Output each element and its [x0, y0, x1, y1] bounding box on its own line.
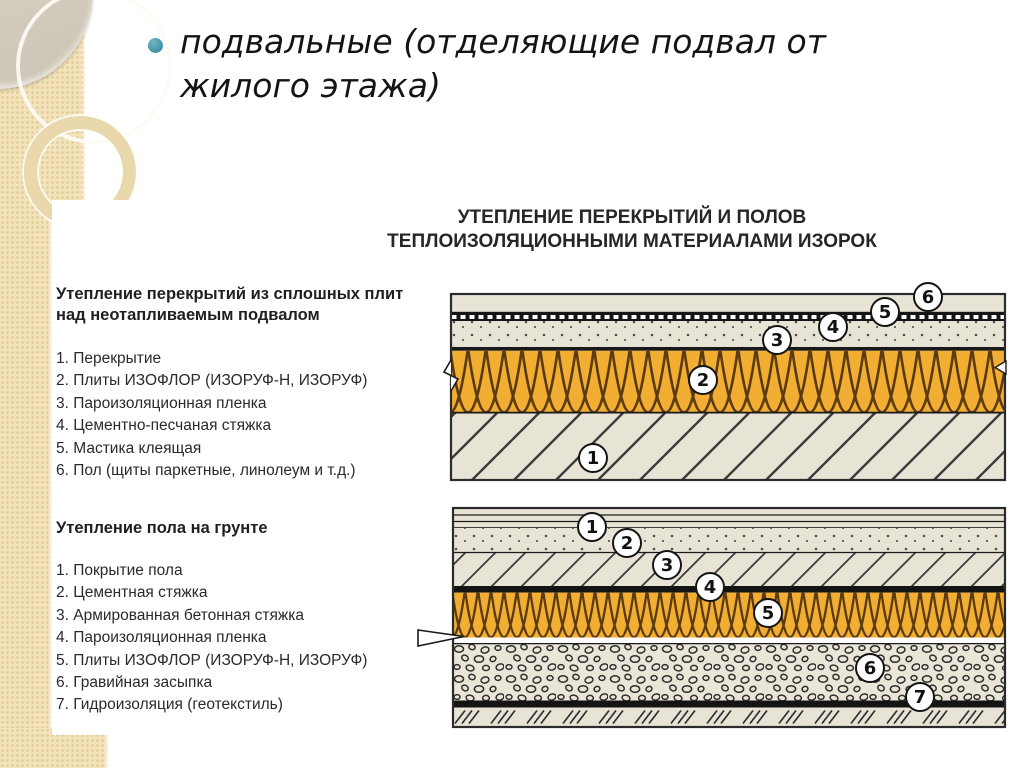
figure-image — [52, 200, 1010, 735]
layer-number-badge: 5 — [870, 297, 900, 327]
layer-number-badge: 3 — [652, 550, 682, 580]
layer-list-item: 2. Плиты ИЗОФЛОР (ИЗОРУФ-Н, ИЗОРУФ) — [56, 372, 368, 390]
bullet-text — [180, 20, 870, 108]
layer-list-item: 6. Пол (щиты паркетные, линолеум и т.д.) — [56, 462, 356, 480]
layer-list-item: 4. Цементно-песчаная стяжка — [56, 417, 272, 435]
layer-list-item: 6. Гравийная засыпка — [56, 674, 213, 692]
section1-heading — [56, 284, 456, 325]
diagram-ceiling-over-basement — [450, 292, 1006, 482]
layer-number-badge: 6 — [913, 282, 943, 312]
layer-list-item: 1. Перекрытие — [56, 350, 162, 367]
bullet-line: подвальные (отделяющие подвал от — [180, 22, 826, 61]
layer-number-badge: 2 — [688, 365, 718, 395]
layer-number-badge: 1 — [578, 443, 608, 473]
layer-list-item: 7. Гидроизоляция (геотекстиль) — [56, 696, 283, 714]
layer-number-badge: 3 — [762, 325, 792, 355]
figure-title-line: ТЕПЛОИЗОЛЯЦИОННЫМИ МАТЕРИАЛАМИ ИЗОРОК — [387, 230, 877, 252]
sidebar-strip-top — [0, 0, 85, 210]
layer-number-badge: 6 — [855, 653, 885, 683]
figure-title-line: УТЕПЛЕНИЕ ПЕРЕКРЫТИЙ И ПОЛОВ — [457, 207, 807, 228]
bullet-icon — [148, 38, 163, 53]
section2-layer-list — [56, 560, 367, 717]
layer-list-item: 2. Цементная стяжка — [56, 584, 208, 602]
figure-title — [292, 206, 972, 253]
section2-heading-line: Утепление пола на грунте — [56, 519, 268, 537]
layer-list-item: 3. Армированная бетонная стяжка — [56, 606, 305, 624]
layer-list-item: 4. Пароизоляционная пленка — [56, 629, 267, 647]
hatch-texture — [451, 414, 1005, 481]
section1-layer-list — [56, 348, 367, 482]
layer-vapor-barrier-film — [453, 586, 1005, 593]
insulation-texture — [453, 593, 1005, 638]
section1-heading-line: над неотапливаемым подвалом — [56, 305, 320, 324]
layer-number-badge: 4 — [695, 572, 725, 602]
section1-heading-line: Утепление перекрытий из сплошных плит — [56, 285, 404, 303]
speckle-texture — [451, 321, 1005, 347]
layer-mastic — [451, 313, 1005, 322]
hatch-texture — [453, 552, 1005, 586]
layer-list-item: 1. Покрытие пола — [56, 562, 183, 579]
layer-number-badge: 2 — [612, 528, 642, 558]
layer-number-badge: 1 — [577, 512, 607, 542]
layer-floor-covering — [453, 508, 1005, 528]
insulation-texture — [451, 351, 1005, 413]
layer-number-badge: 5 — [753, 598, 783, 628]
layer-number-badge: 4 — [818, 312, 848, 342]
layer-list-item: 5. Плиты ИЗОФЛОР (ИЗОРУФ-Н, ИЗОРУФ) — [56, 651, 368, 669]
speckle-texture — [453, 528, 1005, 552]
layer-list-item: 3. Пароизоляционная пленка — [56, 394, 267, 412]
section2-heading — [56, 518, 456, 539]
layer-list-item: 5. Мастика клеящая — [56, 439, 202, 457]
layer-vapor-barrier-film — [451, 347, 1005, 351]
bullet-line: жилого этажа) — [180, 66, 441, 105]
layer-number-badge: 7 — [905, 682, 935, 712]
